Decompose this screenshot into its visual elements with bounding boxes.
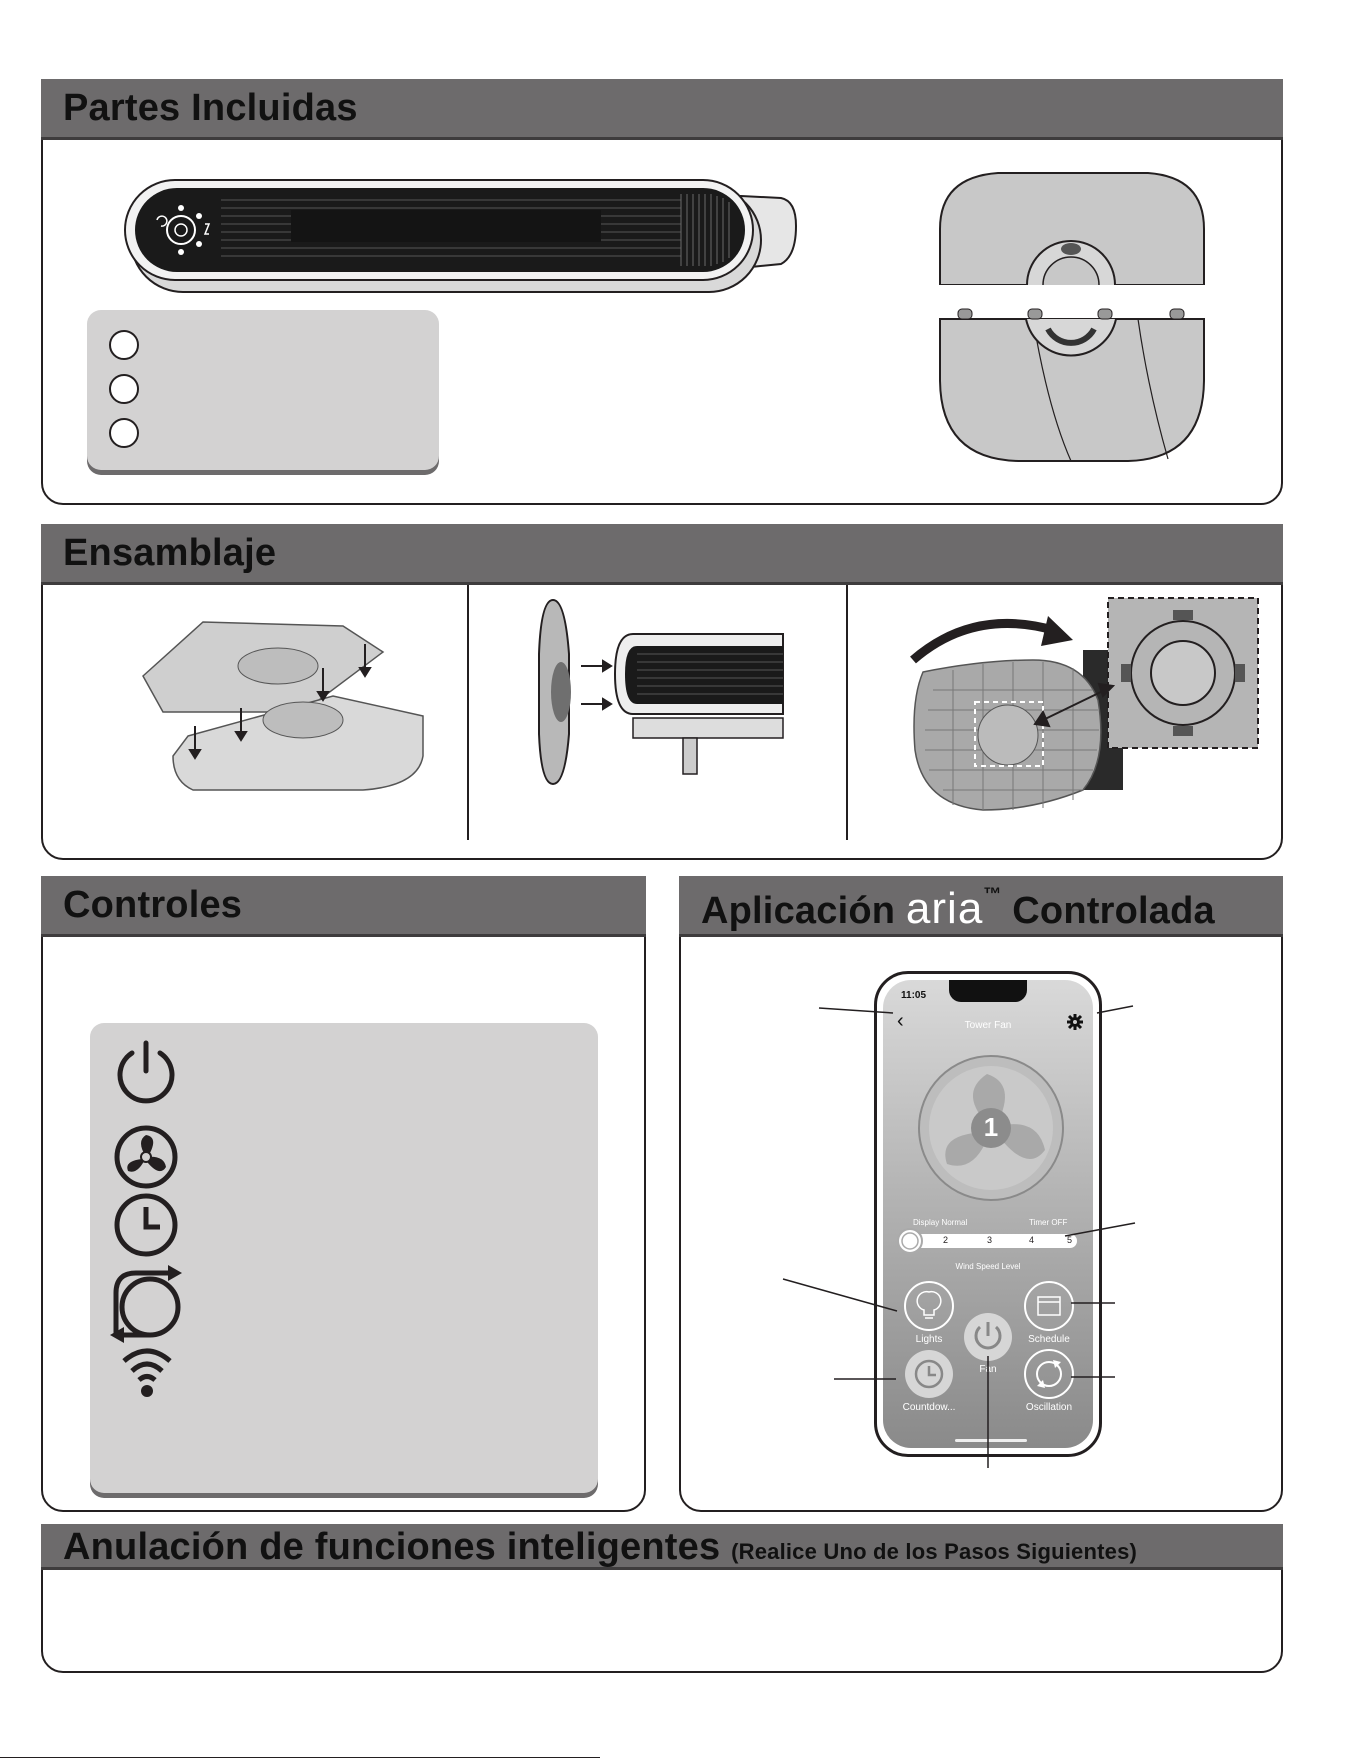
speed-level-5[interactable]: 5 [1067,1235,1073,1245]
speed-level-3[interactable]: 3 [987,1235,993,1245]
oscillation-icon [106,1263,190,1343]
assembly-title: Ensamblaje [63,532,277,574]
override-header [41,1524,1283,1570]
assembly-divider-1 [467,585,469,840]
screen-title: Tower Fan [964,1020,1012,1031]
parts-title: Partes Incluidas [63,87,358,129]
power-icon [112,1039,180,1107]
display-label: Display Normal [913,1218,968,1227]
override-panel [41,1524,1283,1673]
speed-level-4[interactable]: 4 [1029,1235,1035,1245]
trademark-mark: ™ [983,884,1002,904]
status-time: 11:05 [901,990,927,1001]
controls-list-box [90,1023,598,1493]
aria-logo: aria [905,884,984,933]
assembly-step-1-illustration [133,616,433,796]
controls-header [41,876,646,937]
override-title [63,1526,1137,1569]
oscillation-label: Oscillation [1025,1402,1073,1413]
fan-label: Fan [979,1364,997,1375]
back-icon[interactable]: ‹ [897,1010,904,1032]
parts-list-box [87,310,439,470]
assembly-header [41,524,1283,585]
callout-lines [681,878,1285,1514]
part-number-2 [109,374,139,404]
footer-rule [0,1757,600,1758]
app-title-prefix: Aplicación [701,890,896,932]
timer-label: Timer OFF [1029,1218,1068,1227]
fan-speed-icon [112,1123,180,1191]
base-halves-illustration [938,169,1208,469]
speed-level-2[interactable]: 2 [943,1235,949,1245]
part-number-1 [109,330,139,360]
assembly-step-2-illustration [533,594,813,794]
wind-speed-label: Wind Speed Level [955,1262,1021,1271]
assembly-step-3-illustration [883,590,1263,820]
lights-label: Lights [915,1334,943,1345]
fan-speed-number: 1 [983,1112,999,1142]
parts-panel [41,79,1283,505]
tower-fan-illustration [121,176,811,296]
override-title-text: Anulación de funciones inteligentes [63,1526,721,1568]
controls-panel [41,876,646,1512]
part-number-3 [109,418,139,448]
assembly-panel [41,524,1283,860]
override-subtitle: (Realice Uno de los Pasos Siguientes) [731,1539,1138,1564]
schedule-label: Schedule [1028,1334,1070,1345]
wifi-icon [120,1345,174,1399]
timer-icon [112,1191,180,1259]
controls-title: Controles [63,884,243,926]
app-title-suffix: Controlada [1012,890,1215,932]
countdown-label: Countdow... [902,1402,956,1413]
app-panel [679,876,1283,1512]
assembly-divider-2 [846,585,848,840]
parts-header [41,79,1283,140]
